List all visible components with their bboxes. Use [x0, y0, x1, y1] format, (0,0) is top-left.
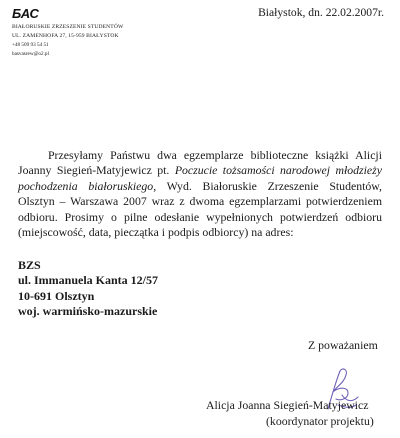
body-text-part-1: Przesyłamy Państwu dwa egzemplarze biblioteczne książki Alicji Joanny Siegień-Matyjewicz pt. — [18, 148, 382, 178]
closing-phrase: Z poważaniem — [308, 338, 378, 352]
letter-body — [18, 148, 382, 240]
organization-address: UL. ZAMENHOFA 27, 15-959 BIAŁYSTOK — [12, 33, 119, 39]
letterhead — [12, 4, 182, 58]
return-address — [18, 258, 218, 319]
organization-logo — [12, 6, 40, 20]
address-line-2: ul. Immanuela Kanta 12/57 — [18, 273, 159, 288]
organization-email: basvasrew@o2.pl — [12, 51, 49, 57]
signatory-name: Alicja Joanna Siegień-Matyjewicz — [206, 398, 369, 412]
organization-phone: +48 509 93 54 51 — [12, 42, 49, 48]
body-paragraph — [18, 148, 382, 240]
address-line-3: 10-691 Olsztyn — [18, 288, 95, 303]
place-and-date: Białystok, dn. 22.02.2007r. — [258, 6, 384, 19]
book-title: Poczucie tożsamości narodowej młodzieży pochodzenia białoruskiego — [18, 163, 382, 193]
logo-row — [12, 4, 182, 22]
svg-text:БАС: БАС — [12, 6, 39, 20]
address-line-4: woj. warmińsko-mazurskie — [18, 303, 158, 318]
address-line-1: BZS — [18, 258, 41, 272]
organization-name: BIAŁORUSKIE ZRZESZENIE STUDENTÓW — [12, 24, 124, 30]
body-text-part-2: , Wyd. Białoruskie Zrzeszenie Studentów, Olsztyn – Warszawa 2007 wraz z dwoma egzemplarzami potwierdzeniem odbioru. Prosimy o pilne odesłanie wypełnionych potwierdzeń odbioru (miejscowość, data, pieczątka i podpis odbiorcy) na adres: — [18, 178, 382, 240]
signatory-role: (koordynator projektu) — [266, 414, 374, 428]
